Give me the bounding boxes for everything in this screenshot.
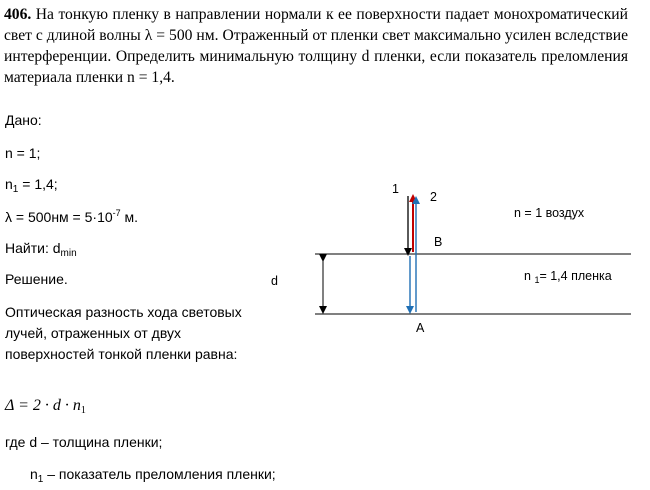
point-a-label: A [416, 321, 425, 335]
problem-number: 406. [4, 6, 32, 23]
given-title: Дано: [5, 112, 42, 128]
problem-text: На тонкую пленку в направлении нормали к ее поверхности падает монохроматический свет с длиной волны λ = 500 нм. Отраженный от пленки свет максимально усилен вследствие интерференции. Определить минимальную толщину d пленки, если показатель преломления материала пленки n = 1,4. [4, 6, 628, 86]
path-difference-formula: $\Delta = 2 \cdot d \cdot n_1$ [5, 397, 86, 416]
solution-explanation: Оптическая разность хода световых лучей, отраженных от двух поверхностей тонкой пленки равна: [5, 304, 242, 362]
ray-1-label: 1 [392, 182, 399, 196]
ray-2-label: 2 [430, 190, 437, 204]
where-d: где d – толщина пленки; [5, 434, 163, 450]
solution-title: Решение. [5, 271, 68, 287]
medium-top-label: n = 1 воздух [514, 206, 585, 220]
find-d-min: Найти: $d_{min}$ [5, 240, 77, 259]
given-n1: $n_1 = 1,4$; [5, 176, 58, 195]
medium-film-label: n $_1$= 1,4 пленка [524, 269, 612, 285]
given-n: n = 1; [5, 145, 41, 161]
where-n1: $n_1$ – показатель преломления пленки; [30, 466, 276, 485]
given-lambda: $\lambda = 500нм = 5\cdot 10^{-7}$ м. [5, 208, 139, 225]
point-b-label: B [434, 235, 443, 249]
thickness-label: d [271, 274, 278, 288]
